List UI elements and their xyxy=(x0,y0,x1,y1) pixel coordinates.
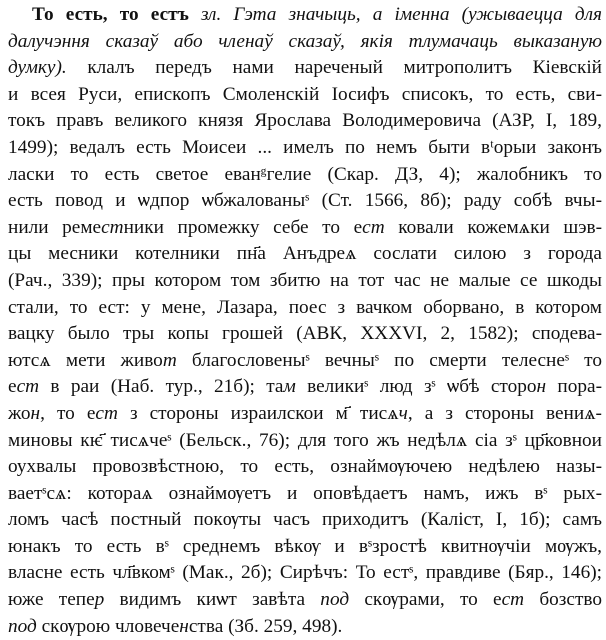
text-line xyxy=(8,215,602,242)
text-line xyxy=(8,454,602,481)
headword: То есть, то естъ xyxy=(32,4,189,25)
italic-text: м xyxy=(283,376,296,398)
italic-text: думку). xyxy=(8,57,67,79)
text-segment: , то е xyxy=(40,402,96,424)
text-line xyxy=(8,507,602,534)
text-segment: власне есть чл҃вкомˢ (Мак., 2б); Сирѣчъ: То естˢ, правдиве (Бяр., 146); xyxy=(8,562,602,584)
text-segment: ваетˢсѧ: котораѧ ознаймѹетъ и оповѣдаетъ намъ, ижъ вˢ рых- xyxy=(8,482,602,504)
text-segment: 1499); ведалъ есть Моисеи ... имелъ по немъ быти вᵗорыи законъ xyxy=(8,136,602,158)
text-segment: е xyxy=(8,376,17,398)
text-segment: и всея Руси, епископъ Смоленскій Іосифъ списокъ, то есть, сви- xyxy=(8,83,602,105)
italic-text: далучэння сказаў або членаў сказаў, якія тлумачаць выказаную xyxy=(8,30,602,52)
text-line xyxy=(8,401,602,428)
text-segment: ˢ то xyxy=(564,349,602,371)
italic-text: под xyxy=(8,615,37,637)
text-line xyxy=(8,188,602,215)
text-line xyxy=(8,295,602,322)
text-line xyxy=(8,481,602,508)
text-segment: ства (Зб. 259, 498). xyxy=(188,615,343,637)
text-line xyxy=(8,162,602,189)
italic-text: зл. Гэта значыць, а іменна (ужываецца для xyxy=(201,4,603,25)
text-segment: великиˢ люд зˢ ѡбѣ сторо xyxy=(295,376,537,398)
text-segment: ютсѧ мети живо xyxy=(8,349,163,371)
text-segment: есть повод и ѡдпор ѡбжалованыˢ (Ст. 1566, 8б); раду собѣ вчы- xyxy=(8,190,602,212)
text-segment: юнакъ то есть вˢ среднемъ вѣкѹ и вˢзростѣ квитнѹчіи мѹжъ, xyxy=(8,535,602,557)
text-line xyxy=(8,374,602,401)
text-segment: видимъ киѡт завѣта xyxy=(104,589,321,611)
text-segment: вацку было тры копы грошей (АВК, XXXVI, 2, 1582); сподева- xyxy=(8,323,602,345)
text-segment: в раи (Наб. тур., 21б); та xyxy=(39,376,284,398)
italic-text: р xyxy=(94,589,105,611)
text-line xyxy=(8,29,602,56)
text-segment: ломъ часѣ постный покѹты часъ приходитъ (Каліст, І, 1б); самъ xyxy=(8,509,602,531)
italic-text: ст xyxy=(362,216,385,238)
text-line xyxy=(8,241,602,268)
text-line xyxy=(8,534,602,561)
text-line xyxy=(8,428,602,455)
text-line xyxy=(8,560,602,587)
italic-text: ст xyxy=(95,402,118,424)
text-line xyxy=(8,268,602,295)
text-segment: ники промежку себе то е xyxy=(123,216,363,238)
italic-text: ст xyxy=(101,216,124,238)
text-segment: нили реме xyxy=(8,216,102,238)
text-segment: ковали кожемѧки шэв- xyxy=(384,216,602,238)
text-segment: скѹрами, то е xyxy=(349,589,502,611)
text-segment: стали, то ест: у мене, Лазара, поес з вачком оборвано, в котором xyxy=(8,296,602,318)
text-line xyxy=(8,348,602,375)
text-segment: цы месники котелники пн҃а Анъдреѧ сослати силою з города xyxy=(8,243,602,265)
text-segment: оухвалы провозвѣстною, то есть, ознаймѹючею недѣлею назы- xyxy=(8,456,602,478)
text-line xyxy=(8,2,602,29)
italic-text: под xyxy=(320,589,350,611)
text-segment: пора- xyxy=(546,376,603,398)
text-line xyxy=(8,321,602,348)
text-segment: ласки то есть светое еванᵍгелие (Скар. ДЗ, 4); жалобникъ то xyxy=(8,163,602,185)
italic-text: н xyxy=(30,402,41,424)
italic-text: ст xyxy=(501,589,525,611)
text-segment: благословеныˢ вечныˢ по смерти телесне xyxy=(176,349,565,371)
italic-text: н xyxy=(536,376,547,398)
text-line xyxy=(8,108,602,135)
entry-body xyxy=(8,2,602,640)
text-segment: бозство xyxy=(524,589,603,611)
text-segment: жо xyxy=(8,402,31,424)
italic-text: н xyxy=(179,615,189,637)
text-segment xyxy=(189,4,201,25)
text-line xyxy=(8,55,602,82)
text-segment: токъ правъ великого князя Ярослава Володимеровича (АЗР, І, 189, xyxy=(8,110,602,132)
text-line xyxy=(8,82,602,109)
text-segment: (Рач., 339); пры котором том збитю на тот час не малые се шкоды xyxy=(8,269,602,291)
italic-text: ч xyxy=(398,402,408,424)
text-line xyxy=(8,135,602,162)
text-segment: миновы кѥ҃ тисѧчеˢ (Бельск., 76); для того жъ недѣлѧ сіа зˢ цр҃ковнои xyxy=(8,429,602,451)
text-segment: юже тепе xyxy=(8,589,95,611)
italic-text: т xyxy=(162,349,177,371)
text-segment: скѹрою чловече xyxy=(36,615,180,637)
italic-text: ст xyxy=(16,376,40,398)
text-segment: клалъ передъ нами нареченый митрополитъ Кіевскій xyxy=(66,57,602,79)
text-segment: з стороны израилскои м҃ тисѧ xyxy=(117,402,399,424)
text-line xyxy=(8,587,602,614)
text-segment: , а з стороны вениѧ- xyxy=(407,402,602,424)
